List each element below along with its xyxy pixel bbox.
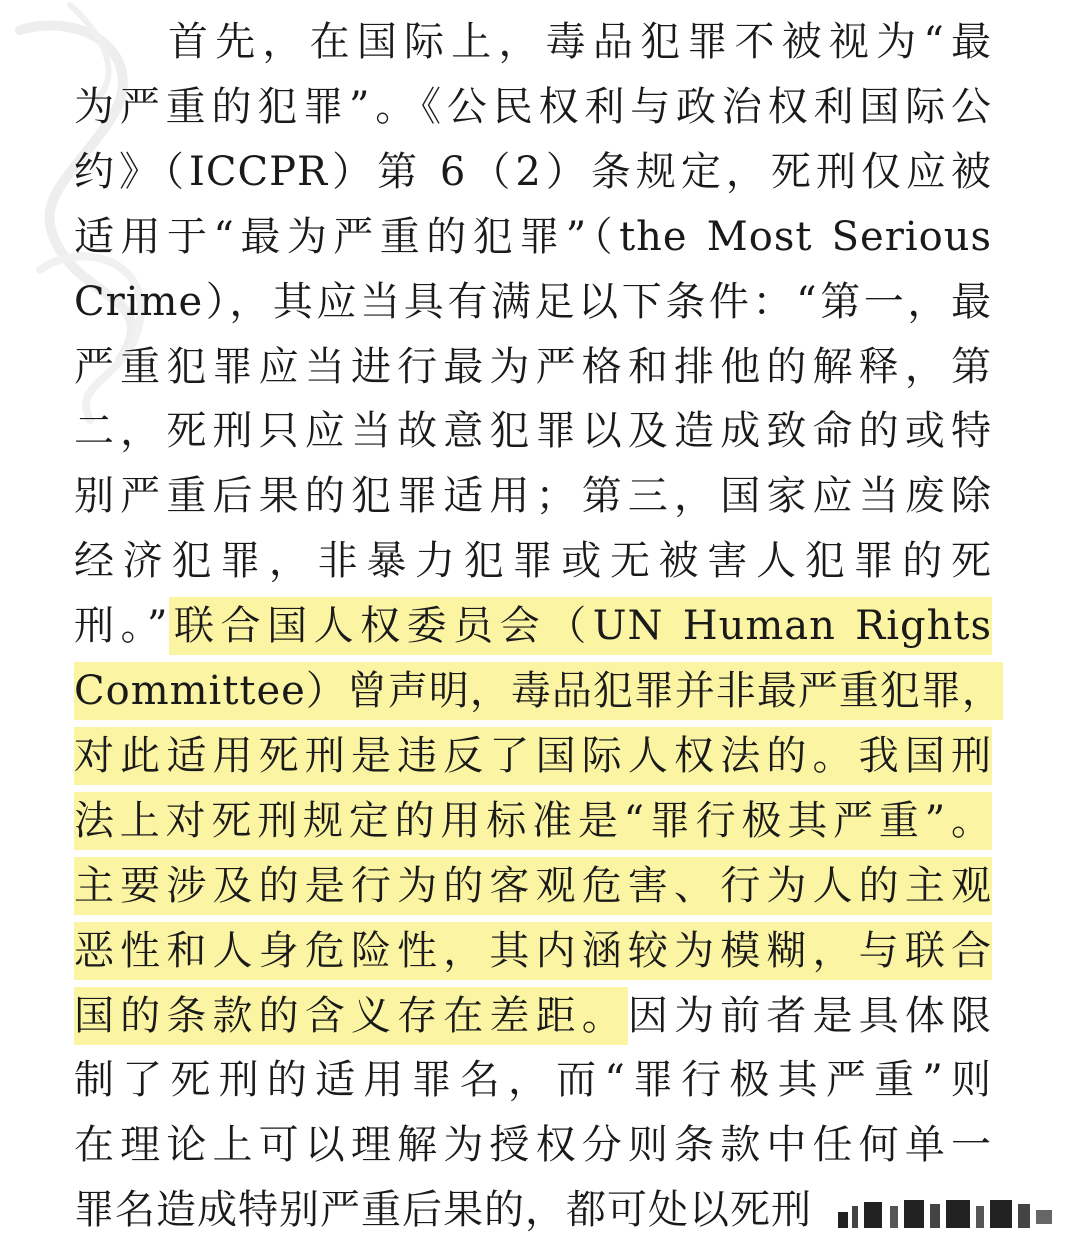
source-watermark-mark xyxy=(838,1196,1058,1232)
text-line xyxy=(168,10,992,74)
body-text: 首先，在国际上，毒品犯罪不被视为“最 xyxy=(168,19,992,65)
text-line xyxy=(74,594,992,658)
text-line xyxy=(74,529,992,593)
body-text: 制了死刑的适用罪名，而“罪行极其严重”则 xyxy=(74,1057,992,1104)
highlighted-text: 对此适用死刑是违反了国际人权法的。我国刑 xyxy=(74,727,992,785)
highlighted-text: 恶性和人身危险性，其内涵较为模糊，与联合 xyxy=(74,922,992,980)
text-line xyxy=(74,854,992,918)
body-text: 因为前者是具体限 xyxy=(627,992,993,1039)
highlighted-text: 法上对死刑规定的用标准是“罪行极其严重”。 xyxy=(74,792,992,850)
text-line xyxy=(74,1113,992,1177)
text-line xyxy=(74,464,992,528)
body-text: 为严重的犯罪”。《公民权利与政治权利国际公 xyxy=(74,83,992,130)
text-line xyxy=(74,140,992,204)
highlighted-text: 联合国人权委员会（UN Human Rights xyxy=(169,597,993,655)
body-text: Crime），其应当具有满足以下条件：“第一，最 xyxy=(74,278,992,325)
body-text: 罪名造成特别严重后果的，都可处以死刑 xyxy=(74,1187,812,1234)
text-line xyxy=(74,919,992,983)
body-text: 二，死刑只应当故意犯罪以及造成致命的或特 xyxy=(74,408,992,455)
highlighted-text: 国的条款的含义存在差距。 xyxy=(74,987,628,1045)
highlighted-text: Committee）曾声明，毒品犯罪并非最严重犯罪， xyxy=(74,662,1003,720)
body-text: 经济犯罪，非暴力犯罪或无被害人犯罪的死 xyxy=(74,538,992,585)
text-line xyxy=(74,399,992,463)
body-text: 适用于“最为严重的犯罪”（the Most Serious xyxy=(74,213,992,260)
body-text: 别严重后果的犯罪适用；第三，国家应当废除 xyxy=(74,473,992,520)
text-line xyxy=(74,335,992,399)
highlighted-text: 主要涉及的是行为的客观危害、行为人的主观 xyxy=(74,857,992,915)
text-line xyxy=(74,984,992,1048)
text-line xyxy=(74,1048,992,1112)
text-line xyxy=(74,789,992,853)
text-line xyxy=(74,270,992,334)
body-text: 约》（ICCPR）第 6（2）条规定，死刑仅应被 xyxy=(74,148,992,195)
body-text: 刑。” xyxy=(74,603,169,650)
text-line xyxy=(74,724,992,788)
text-line xyxy=(74,205,992,269)
body-text: 严重犯罪应当进行最为严格和排他的解释，第 xyxy=(74,343,992,390)
text-line xyxy=(74,659,1003,723)
text-line xyxy=(74,75,992,139)
body-text: 在理论上可以理解为授权分则条款中任何单一 xyxy=(74,1122,992,1169)
